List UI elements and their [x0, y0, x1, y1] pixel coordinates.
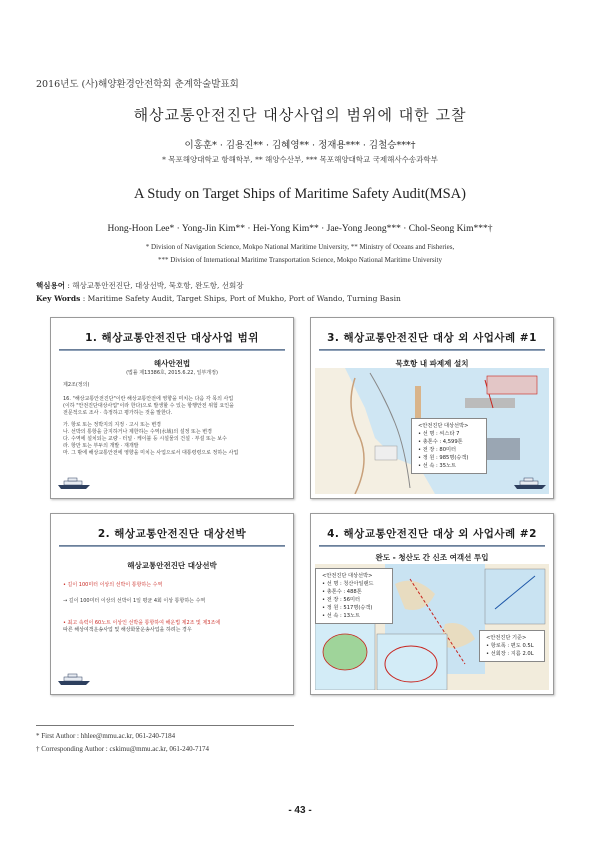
slide-4-capacity: • 정 원 : 517명(승객) — [322, 605, 373, 611]
english-affiliation-2: *** Division of International Maritime Transportation Science, Mokpo National Maritime University — [157, 256, 443, 264]
slide-4-target-ship-box — [315, 568, 393, 624]
page-number: - 43 - — [288, 805, 312, 816]
english-authors: Hong-Hoon Lee* · Yong-Jin Kim** · Hei-Yong Kim** · Jae-Yong Jeong*** · Chol-Seong Kim***† — [107, 224, 493, 234]
slide-3-length: • 전 장 : 80미터 — [418, 447, 457, 453]
keywords-korean — [36, 280, 244, 291]
slide-1-item-da: 다. 수역에 설치되는 교량 · 터널 · 케이블 등 시설물의 건설 · 부설 또는 보수 — [63, 436, 227, 442]
slide-1-title: 1. 해상교통안전진단 대상사업 범위 — [85, 332, 259, 344]
slide-3-gross-tonnage: • 총톤수 : 4,599톤 — [418, 439, 463, 445]
slide-4-criteria-box — [479, 630, 545, 662]
keywords-english — [36, 294, 401, 303]
slide-1-p16a: 16. "해상교통안전진단"이란 해상교통안전에 영향을 미치는 다음 각 목의 사업 — [63, 396, 234, 402]
slide-4-subtitle: 완도 - 청산도 간 신조 여객선 투입 — [375, 553, 489, 562]
slide-2-bullet-1-sub: → 길이 100미터 이상의 선박이 1일 평균 4회 이상 통항하는 수역 — [63, 598, 206, 604]
slide-3-title: 3. 해상교통안전진단 대상 외 사업사례 #1 — [327, 332, 537, 344]
slide-divider — [59, 545, 285, 547]
slide-4 — [310, 513, 554, 695]
slide-4-gross-tonnage: • 총톤수 : 488톤 — [322, 589, 362, 595]
slide-divider — [319, 545, 545, 547]
slide-3-capacity: • 정 원 : 985명(승객) — [418, 455, 469, 461]
slide-2-title: 2. 해상교통안전진단 대상선박 — [97, 528, 247, 540]
slide-3-box-title: <안전진단 대상선박> — [418, 423, 469, 429]
slide-1-subtitle: 해사안전법 — [153, 359, 191, 368]
english-affiliation-1: * Division of Navigation Science, Mokpo National Maritime University, ** Ministry of Oceans and Fisheries, — [145, 243, 455, 251]
footnote-divider — [36, 725, 294, 726]
slide-1-item-ra: 라. 항만 또는 부두의 개발 · 재개발 — [63, 443, 139, 449]
slide-1-item-na: 나. 선박의 통항을 금지하거나 제한하는 수역(水域)의 설정 또는 변경 — [63, 429, 212, 435]
slide-4-box-title: <안전진단 대상선박> — [322, 573, 373, 579]
footnote-first-author: * First Author : hhlee@mmu.ac.kr, 061-240-7184 — [36, 732, 176, 740]
korean-title: 해상교통안전진단 대상사업의 범위에 대한 고찰 — [133, 106, 467, 124]
slide-4-title: 4. 해상교통안전진단 대상 외 사업사례 #2 — [327, 528, 537, 540]
slide-4-box2-title: <안전진단 기준> — [486, 635, 527, 641]
korean-authors: 이홍훈* · 김용진** · 김혜영** · 정재용*** · 김철승***† — [184, 140, 416, 151]
keywords-english-text: : Maritime Safety Audit, Target Ships, Port of Mukho, Port of Wando, Turning Basin — [80, 294, 401, 303]
slide-3-speed: • 선 속 : 35노트 — [418, 463, 457, 469]
conference-name: 2016년도 (사)해양환경안전학회 춘계학술발표회 — [36, 79, 239, 90]
keywords-english-label: Key Words — [36, 294, 81, 303]
slide-1 — [50, 317, 294, 499]
slide-2-bullet-2a: • 최고 속력이 60노트 이상인 선박을 통항하여 해운법 제2조 및 제3조에 — [63, 620, 221, 626]
keywords-korean-label: 핵심용어 — [36, 281, 65, 290]
slide-3-ship-name: • 선 명 : 씨스타 7 — [418, 431, 460, 437]
english-title: A Study on Target Ships of Maritime Safety Audit(MSA) — [134, 186, 466, 202]
slide-1-article: 제2조(정의) — [63, 382, 90, 388]
ship-icon — [513, 476, 547, 490]
slide-divider — [319, 349, 545, 351]
slide-3 — [310, 317, 554, 499]
korean-affiliation: * 목포해양대학교 항해학부, ** 해양수산부, *** 목포해양대학교 국제해사수송과학부 — [162, 155, 438, 164]
slide-1-p16b: (이하 "안전진단대상사업"이라 한다)으로 발생할 수 있는 항행안전 위험 요인을 — [63, 403, 234, 409]
slide-2 — [50, 513, 294, 695]
slide-4-turning-basin: • 선회장 : 지름 2.0L — [486, 651, 534, 657]
slide-1-law: (법률 제13386호, 2015.6.22, 일부개정) — [126, 370, 218, 376]
slide-3-subtitle: 묵호항 내 파제제 설치 — [395, 359, 469, 368]
ship-icon — [57, 476, 91, 490]
slide-3-target-ship-box — [411, 418, 487, 474]
slide-2-subtitle: 해상교통안전진단 대상선박 — [127, 561, 217, 570]
slide-divider — [59, 349, 285, 351]
slide-2-bullet-2b: 따른 해상여객운송사업 및 해상화물운송사업을 하려는 경우 — [63, 627, 192, 633]
slide-1-item-ma: 마. 그 밖에 해상교통안전에 영향을 미치는 사업으로서 대통령령으로 정하는 사업 — [63, 450, 239, 456]
slide-4-channel-width: • 항로폭 : 편도 0.5L — [486, 643, 534, 649]
keywords-korean-text: : 해상교통안전진단, 대상선박, 묵호항, 완도항, 선회장 — [64, 281, 244, 290]
slide-1-item-ga: 가. 항로 또는 정박지의 지정 · 고시 또는 변경 — [63, 422, 162, 428]
footnote-corresponding-author: † Corresponding Author : cskimu@mmu.ac.kr, 061-240-7174 — [36, 745, 209, 753]
slide-1-p16c: 전문적으로 조사 · 측정하고 평가하는 것을 말한다. — [63, 410, 173, 416]
slide-4-length: • 전 장 : 56미터 — [322, 597, 361, 603]
slide-2-bullet-1: • 길이 100미터 이상의 선박이 통항하는 수역 — [63, 582, 163, 588]
slide-4-ship-name: • 선 명 : 청산아일랜드 — [322, 581, 374, 587]
slide-4-speed: • 선 속 : 13노트 — [322, 613, 361, 619]
ship-icon — [57, 672, 91, 686]
